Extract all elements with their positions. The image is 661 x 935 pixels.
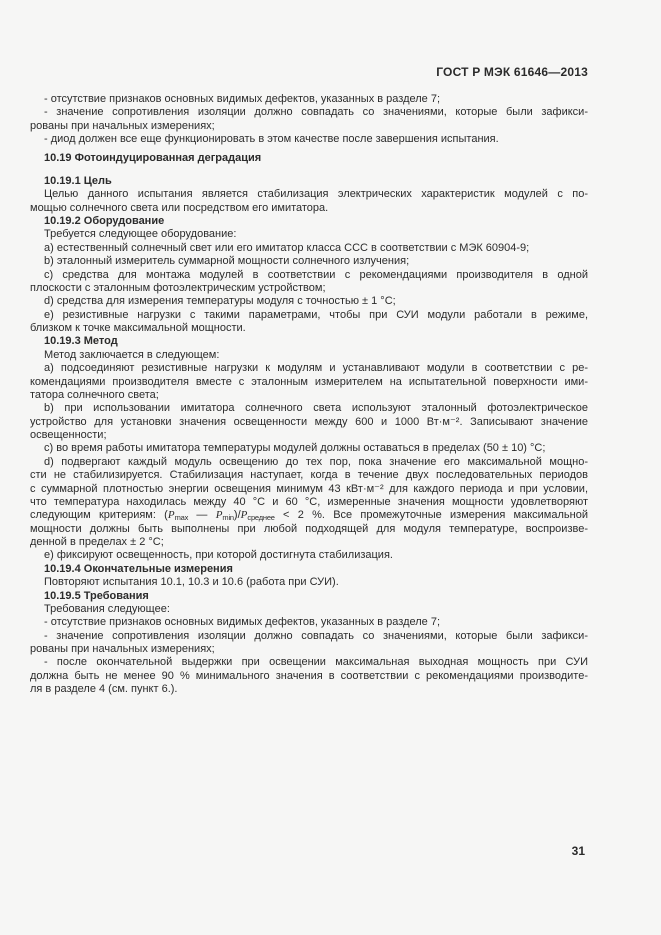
formula-text: P — [240, 509, 248, 522]
text-line: e) резистивные нагрузки с такими параметрами, чтобы при СУИ модули работали в режиме, — [44, 308, 588, 321]
text-line: мощью солнечного света или посредством его имитатора. — [30, 201, 329, 214]
text-line: рованы при начальных измерениях; — [30, 119, 215, 132]
text-line: с суммарной плотностью энергии освещения минимум 43 кВт·м⁻² для каждого периода и при условии, — [30, 482, 588, 495]
text-line: Целью данного испытания является стабилизация электрических характеристик модулей с по- — [44, 188, 588, 201]
formula-text: )/ — [233, 509, 241, 522]
text-line: d) средства для измерения температуры модуля с точностью ± 1 °C; — [44, 295, 396, 308]
text-line: Повторяют испытания 10.1, 10.3 и 10.6 (работа при СУИ). — [44, 576, 339, 589]
heading-line: 10.19 Фотоиндуцированная деградация — [44, 151, 262, 164]
text-line: b) при использовании имитатора солнечного света используют эталонный фотоэлектрическое — [44, 402, 588, 415]
heading-line: 10.19.2 Оборудование — [44, 215, 165, 227]
text-line: a) подсоединяют резистивные нагрузки к модулям и устанавливают модули в соответствии с ре- — [44, 362, 588, 375]
formula-text: P — [215, 509, 223, 522]
heading-line: 10.19.1 Цель — [44, 174, 112, 187]
text-line: - отсутствие признаков основных видимых дефектов, указанных в разделе 7; — [44, 616, 440, 629]
text-line: татора солнечного света; — [30, 388, 159, 401]
text-line: сти не стабилизируется. Стабилизация наступает, когда в течение двух последовательных периодов — [30, 469, 588, 482]
text-line: должна быть не менее 90 % минимального значения в соответствии с рекомендациями производите- — [30, 669, 588, 682]
formula-subscript: среднее — [247, 513, 275, 523]
text-block — [30, 93, 588, 697]
text-line: денной в пределах ± 2 °C; — [30, 536, 164, 548]
formula-text: < 2 %. Все промежуточные измерения максимальной — [274, 509, 588, 522]
text-line: ля в разделе 4 (см. пункт 6.). — [30, 683, 178, 696]
text-line: c) во время работы имитатора температуры модулей должны оставаться в пределах (50 ± 10) °C; — [44, 442, 546, 455]
page-number: 31 — [571, 844, 585, 858]
text-line: a) естественный солнечный свет или его имитатор класса ССС в соответствии с МЭК 60904-9; — [44, 241, 530, 254]
document-code-header: ГОСТ Р МЭК 61646—2013 — [436, 65, 588, 79]
text-line: освещенности; — [30, 429, 107, 441]
text-line: Требуется следующее оборудование: — [44, 228, 237, 241]
text-line: - диод должен все еще функционировать в этом качестве после завершения испытания. — [44, 133, 499, 146]
text-line: что температура находилась между 40 °C и 60 °C, измеренные значения мощности удовлетворяют — [30, 495, 588, 508]
heading-line: 10.19.4 Окончательные измерения — [44, 562, 233, 575]
formula-text: P — [167, 509, 175, 522]
text-line: комендациями производителя вместе с эталонным измерителем на испытательной поверхности ими- — [30, 375, 588, 388]
text-line: плоскости с эталонным фотоэлектрическим устройством; — [30, 281, 326, 294]
text-line: рованы при начальных измерениях; — [30, 643, 215, 655]
text-line: d) подвергают каждый модуль освещению до тех пор, пока значение его максимальной мощно- — [44, 455, 588, 468]
text-line: Требования следующее: — [44, 602, 170, 615]
formula-text: — — [188, 509, 216, 522]
heading-line: 10.19.5 Требования — [44, 589, 149, 602]
text-line: мощности должны быть выполнены при любой подходящей для модуля температуре, воспроизве- — [30, 522, 588, 535]
formula-subscript: min — [222, 513, 234, 523]
text-line: b) эталонный измеритель суммарной мощности солнечного излучения; — [44, 255, 410, 268]
text-line: - после окончательной выдержки при освещении максимальная выходная мощность при СУИ — [44, 656, 588, 669]
formula-line — [30, 509, 588, 522]
text-line: близком к точке максимальной мощности. — [30, 322, 246, 334]
text-line: - значение сопротивления изоляции должно совпадать со значениями, которые были зафикси- — [44, 106, 588, 119]
formula-subscript: max — [174, 513, 189, 523]
text-line: - значение сопротивления изоляции должно совпадать со значениями, которые были зафикси- — [44, 629, 588, 642]
heading-line: 10.19.3 Метод — [44, 335, 118, 348]
text-line: устройство для установки значения освещенности между 600 и 1000 Вт·м⁻². Записывают значение — [30, 415, 588, 428]
text-line: e) фиксируют освещенность, при которой достигнута стабилизация. — [44, 549, 393, 562]
text-line: Метод заключается в следующем: — [44, 348, 220, 361]
formula-text: следующим критериям: ( — [30, 509, 168, 522]
text-line: c) средства для монтажа модулей в соответствии с рекомендациями производителя в одной — [44, 268, 588, 281]
text-line: - отсутствие признаков основных видимых дефектов, указанных в разделе 7; — [44, 93, 440, 105]
